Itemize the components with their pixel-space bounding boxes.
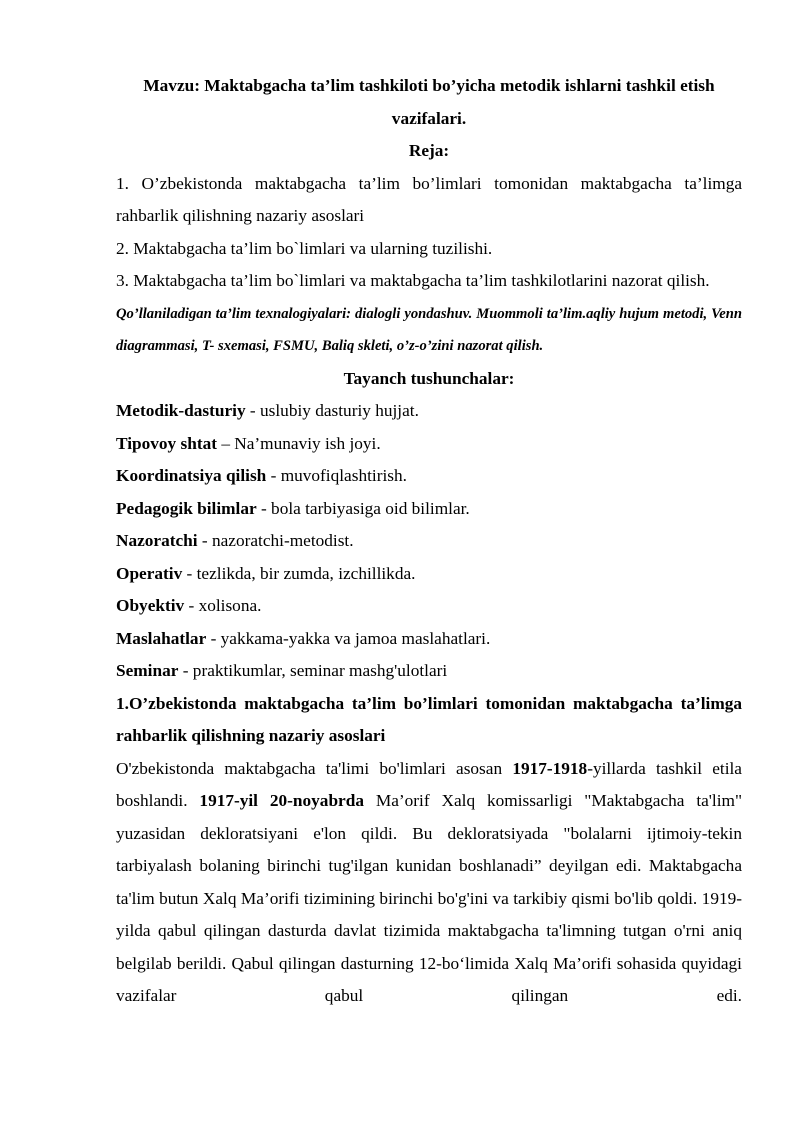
term-item <box>116 493 742 526</box>
term-item <box>116 590 742 623</box>
term-item <box>116 395 742 428</box>
body-text: O'zbekistonda maktabgacha ta'limi bo'limlari asosan <box>116 758 513 778</box>
term-definition: - tezlikda, bir zumda, izchillikda. <box>182 563 416 583</box>
term-item <box>116 460 742 493</box>
term-name: Pedagogik bilimlar <box>116 498 257 518</box>
technologies-note: Qo’llaniladigan ta’lim texnalogiyalari: dialogli yondashuv. Muommoli ta’lim.aqliy hujum metodi, Venn diagrammasi, T- sxemasi, FSMU, Baliq skleti, o’z-o’zini nazorat qilish. <box>116 305 742 354</box>
term-definition: - yakkama-yakka va jamoa maslahatlari. <box>206 628 491 648</box>
term-definition: - praktikumlar, seminar mashg'ulotlari <box>178 661 448 680</box>
term-name: Koordinatsiya qilish <box>116 466 267 485</box>
term-name: Obyektiv <box>116 596 185 615</box>
term-name: Maslahatlar <box>116 628 207 648</box>
term-item <box>116 428 742 461</box>
plan-heading: Reja: <box>408 141 450 160</box>
term-definition: - nazoratchi-metodist. <box>197 531 354 550</box>
term-item <box>116 655 742 688</box>
document-title: Mavzu: Maktabgacha ta’lim tashkiloti bo’yicha metodik ishlarni tashkil etish vazifalari. <box>143 76 715 128</box>
body-text: Ma’orif Xalq komissarligi "Maktabgacha ta'lim" yuzasidan dekloratsiyani e'lon qildi. Bu dekloratsiyada "bolalarni ijtimoiy-tekin tarbiyalash bolaning birinchi tug'ilgan kunidan boshlanadi” deyilgan edi. Maktabgacha ta'lim butun Xalq Ma’orifi tizimining birinchi bo'g'ini va tarkibiy qismi bo'lib qoldi. 1919-yilda qabul qilingan dasturda davlat tizimida maktabgacha ta'limning tutgan o'rni aniq belgilab berildi. Qabul qilingan dasturning 12-bo‘limida Xalq Ma’orifi sohasida quyidagi vazifalar qabul qilingan edi. <box>116 791 743 1005</box>
term-name: Seminar <box>116 661 179 680</box>
body-paragraph <box>116 753 742 1013</box>
plan-item-3: 3. Maktabgacha ta’lim bo`limlari va maktabgacha ta’lim tashkilotlarini nazorat qilish. <box>116 271 710 290</box>
term-item <box>116 525 742 558</box>
term-name: Nazoratchi <box>116 531 198 550</box>
term-name: Metodik-dasturiy <box>116 401 246 420</box>
term-name: Tipovoy shtat <box>116 433 217 453</box>
body-bold-date: 1917-yil 20-noyabrda <box>199 791 364 810</box>
term-item <box>116 558 742 591</box>
section-heading: 1.O’zbekistonda maktabgacha ta’lim bo’limlari tomonidan maktabgacha ta’limga rahbarlik qilishning nazariy asoslari <box>116 693 742 745</box>
term-definition: - uslubiy dasturiy hujjat. <box>245 401 419 420</box>
plan-item-1: 1. O’zbekistonda maktabgacha ta’lim bo’limlari tomonidan maktabgacha ta’limga rahbarlik qilishning nazariy asoslari <box>116 173 742 225</box>
term-definition: - muvofiqlashtirish. <box>266 466 407 485</box>
term-definition: – Na’munaviy ish joyi. <box>217 433 381 453</box>
concepts-heading: Tayanch tushunchalar: <box>343 368 515 388</box>
term-name: Operativ <box>116 563 183 583</box>
plan-item-2: 2. Maktabgacha ta’lim bo`limlari va ularning tuzilishi. <box>116 238 493 258</box>
term-definition: - xolisona. <box>184 596 262 615</box>
term-item <box>116 623 742 656</box>
body-text: -yillarda tashkil etila boshlandi. <box>116 758 742 810</box>
body-bold-years: 1917-1918 <box>512 758 588 778</box>
term-definition: - bola tarbiyasiga oid bilimlar. <box>256 498 470 518</box>
